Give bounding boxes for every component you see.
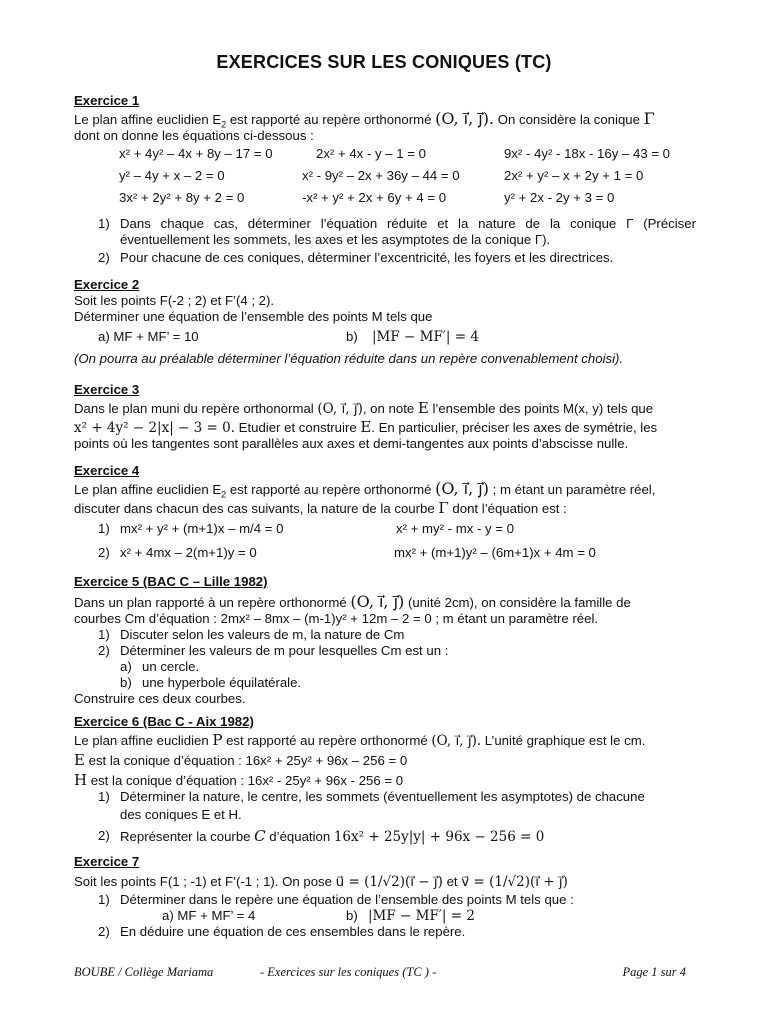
exercise-1: Exercice 1 Le plan affine euclidien $E_2$ est rapporté au repère orthonormé (O, ı⃗, ȷ⃗). On considère la conique Γ dont on donne les équations ci-dessous : x² + 4y² – 4x + 8y – 17 = 0 2x² + 4x - y – 1 = 0 9x² - 4y² - 18x - 16y – 43 = 0 y² – 4y + x – 2 = 0 x² - 9y² – 2x + 36y – 44 = 0 2x² + y² – x + 2y + 1 = 0 3x² + 2y² + 8y + 2 = 0 -x² + y² + 2x + 6y + 4 = 0 y² + 2x - 2y + 3 = 0 1) Dans chaque cas, déterminer l’équation réduite et la nature de la conique Γ (Préciser éventuellement les sommets, les axes et les asymptotes de la conique Γ). 2) Pour chacune de ces coniques, déterminer l’excentricité, les foyers et les directrices.: [74, 93, 696, 265]
intro-text: dont on donne les équations ci-dessous :: [74, 128, 314, 143]
exercise-heading: Exercice 7: [74, 854, 140, 869]
question-1: 1) Dans chaque cas, déterminer l’équation réduite et la nature de la conique Γ (Préciser éventuellement les sommets, les axes et les asymptotes de la conique Γ).: [98, 216, 696, 247]
frame-notation: (O, ı⃗, ȷ⃗).: [435, 109, 495, 128]
footer-author: BOUBE / Collège Mariama: [74, 965, 214, 979]
equation-grid: [119, 146, 696, 212]
question-2: 2) Pour chacune de ces coniques, déterminer l’excentricité, les foyers et les directrices.: [98, 250, 614, 265]
intro-text: Le plan affine euclidien E: [74, 112, 222, 127]
exercise-4: Exercice 4 Le plan affine euclidien $E_2$ est rapporté au repère orthonormé (O, ı⃗, ȷ⃗) ; m étant un paramètre réel, discuter dans chacun des cas suivants, la nature de la courbe Γ dont l’équation est : 1) mx² + y² + (m+1)x – m/4 = 0 x² + my² - mx - y = 0 2) x² + 4mx – 2(m+1)y = 0 mx² + (m+1)y² – (6m+1)x + 4m = 0: [74, 463, 656, 560]
footer-page-number: Page 1 sur 4: [622, 965, 686, 979]
exercise-heading: Exercice 6 (Bac C - Aix 1982): [74, 714, 254, 729]
equation-row: x² + 4y² – 4x + 8y – 17 = 0 2x² + 4x - y – 1 = 0 9x² - 4y² - 18x - 16y – 43 = 0: [119, 146, 671, 161]
exercise-2: Exercice 2 Soit les points F(-2 ; 2) et F’(4 ; 2). Déterminer une équation de l’ensemble des points M tels que a) MF + MF’ = 10 b) |MF − MF′| = 4 (On pourra au préalable déterminer l’équation réduite dans un repère convenablement choisi).: [74, 277, 624, 366]
exercise-heading: Exercice 3: [74, 382, 140, 397]
exercise-6: Exercice 6 (Bac C - Aix 1982) Le plan affine euclidien P est rapporté au repère orthonormé (O, ı⃗, ȷ⃗). L’unité graphique est le cm. E est la conique d’équation : 16x² + 25y² + 96x – 256 = 0 H est la conique d’équation : 16x² - 25y² + 96x - 256 = 0 1) Déterminer la nature, le centre, les sommets (éventuellement les asymptotes) de chacune des coniques E et H. 2) Représenter la courbe C d’équation 16x² + 25y|y| + 96x − 256 = 0: [74, 714, 646, 845]
exercise-heading: Exercice 2: [74, 277, 140, 292]
footer-title: - Exercices sur les coniques (TC ) -: [260, 965, 437, 979]
exercise-heading: Exercice 4: [74, 463, 140, 478]
exercise-5: Exercice 5 (BAC C – Lille 1982) Dans un plan rapporté à un repère orthonormé (O, ı⃗, ȷ⃗) (unité 2cm), on considère la famille de courbes Cm d’équation : 2mx² – 8mx – (m-1)y² + 12m – 2 = 0 ; m étant un paramètre réel. 1) Discuter selon les valeurs de m, la nature de Cm 2) Déterminer les valeurs de m pour lesquelles Cm est un : a) un cercle. b) une hyperbole équilatérale. Construire ces deux courbes.: [74, 574, 631, 706]
exercise-heading: Exercice 5 (BAC C – Lille 1982): [74, 574, 268, 589]
note: (On pourra au préalable déterminer l’équation réduite dans un repère convenablement choisi).: [74, 351, 624, 366]
equation-row: y² – 4y + x – 2 = 0 x² - 9y² – 2x + 36y – 44 = 0 2x² + y² – x + 2y + 1 = 0: [119, 168, 644, 183]
exercise-heading: Exercice 1: [74, 93, 140, 108]
page-title: EXERCICES SUR LES CONIQUES (TC): [216, 52, 552, 72]
exercise-3: Exercice 3 Dans le plan muni du repère orthonormal (O, ı⃗, ȷ⃗), on note E l’ensemble des points M(x, y) tels que x² + 4y² − 2|x| − 3 = 0. Etudier et construire E. En particulier, préciser les axes de symétrie, les points où les tangentes sont parallèles aux axes et demi-tangentes aux points d’abscisse nulle.: [74, 382, 658, 451]
exercise-7: Exercice 7 Soit les points F(1 ; -1) et F’(-1 ; 1). On pose u⃗ = (1/√2)(ı⃗ − ȷ⃗) et v⃗ = (1/√2)(ı⃗ + ȷ⃗) 1) Déterminer dans le repère une équation de l’ensemble des points M tels que : a) MF + MF’ = 4 b) |MF − MF′| = 2 2) En déduire une équation de ces ensembles dans le repère.: [74, 854, 574, 939]
equation-row: 3x² + 2y² + 8y + 2 = 0 -x² + y² + 2x + 6y + 4 = 0 y² + 2x - 2y + 3 = 0: [119, 190, 615, 205]
